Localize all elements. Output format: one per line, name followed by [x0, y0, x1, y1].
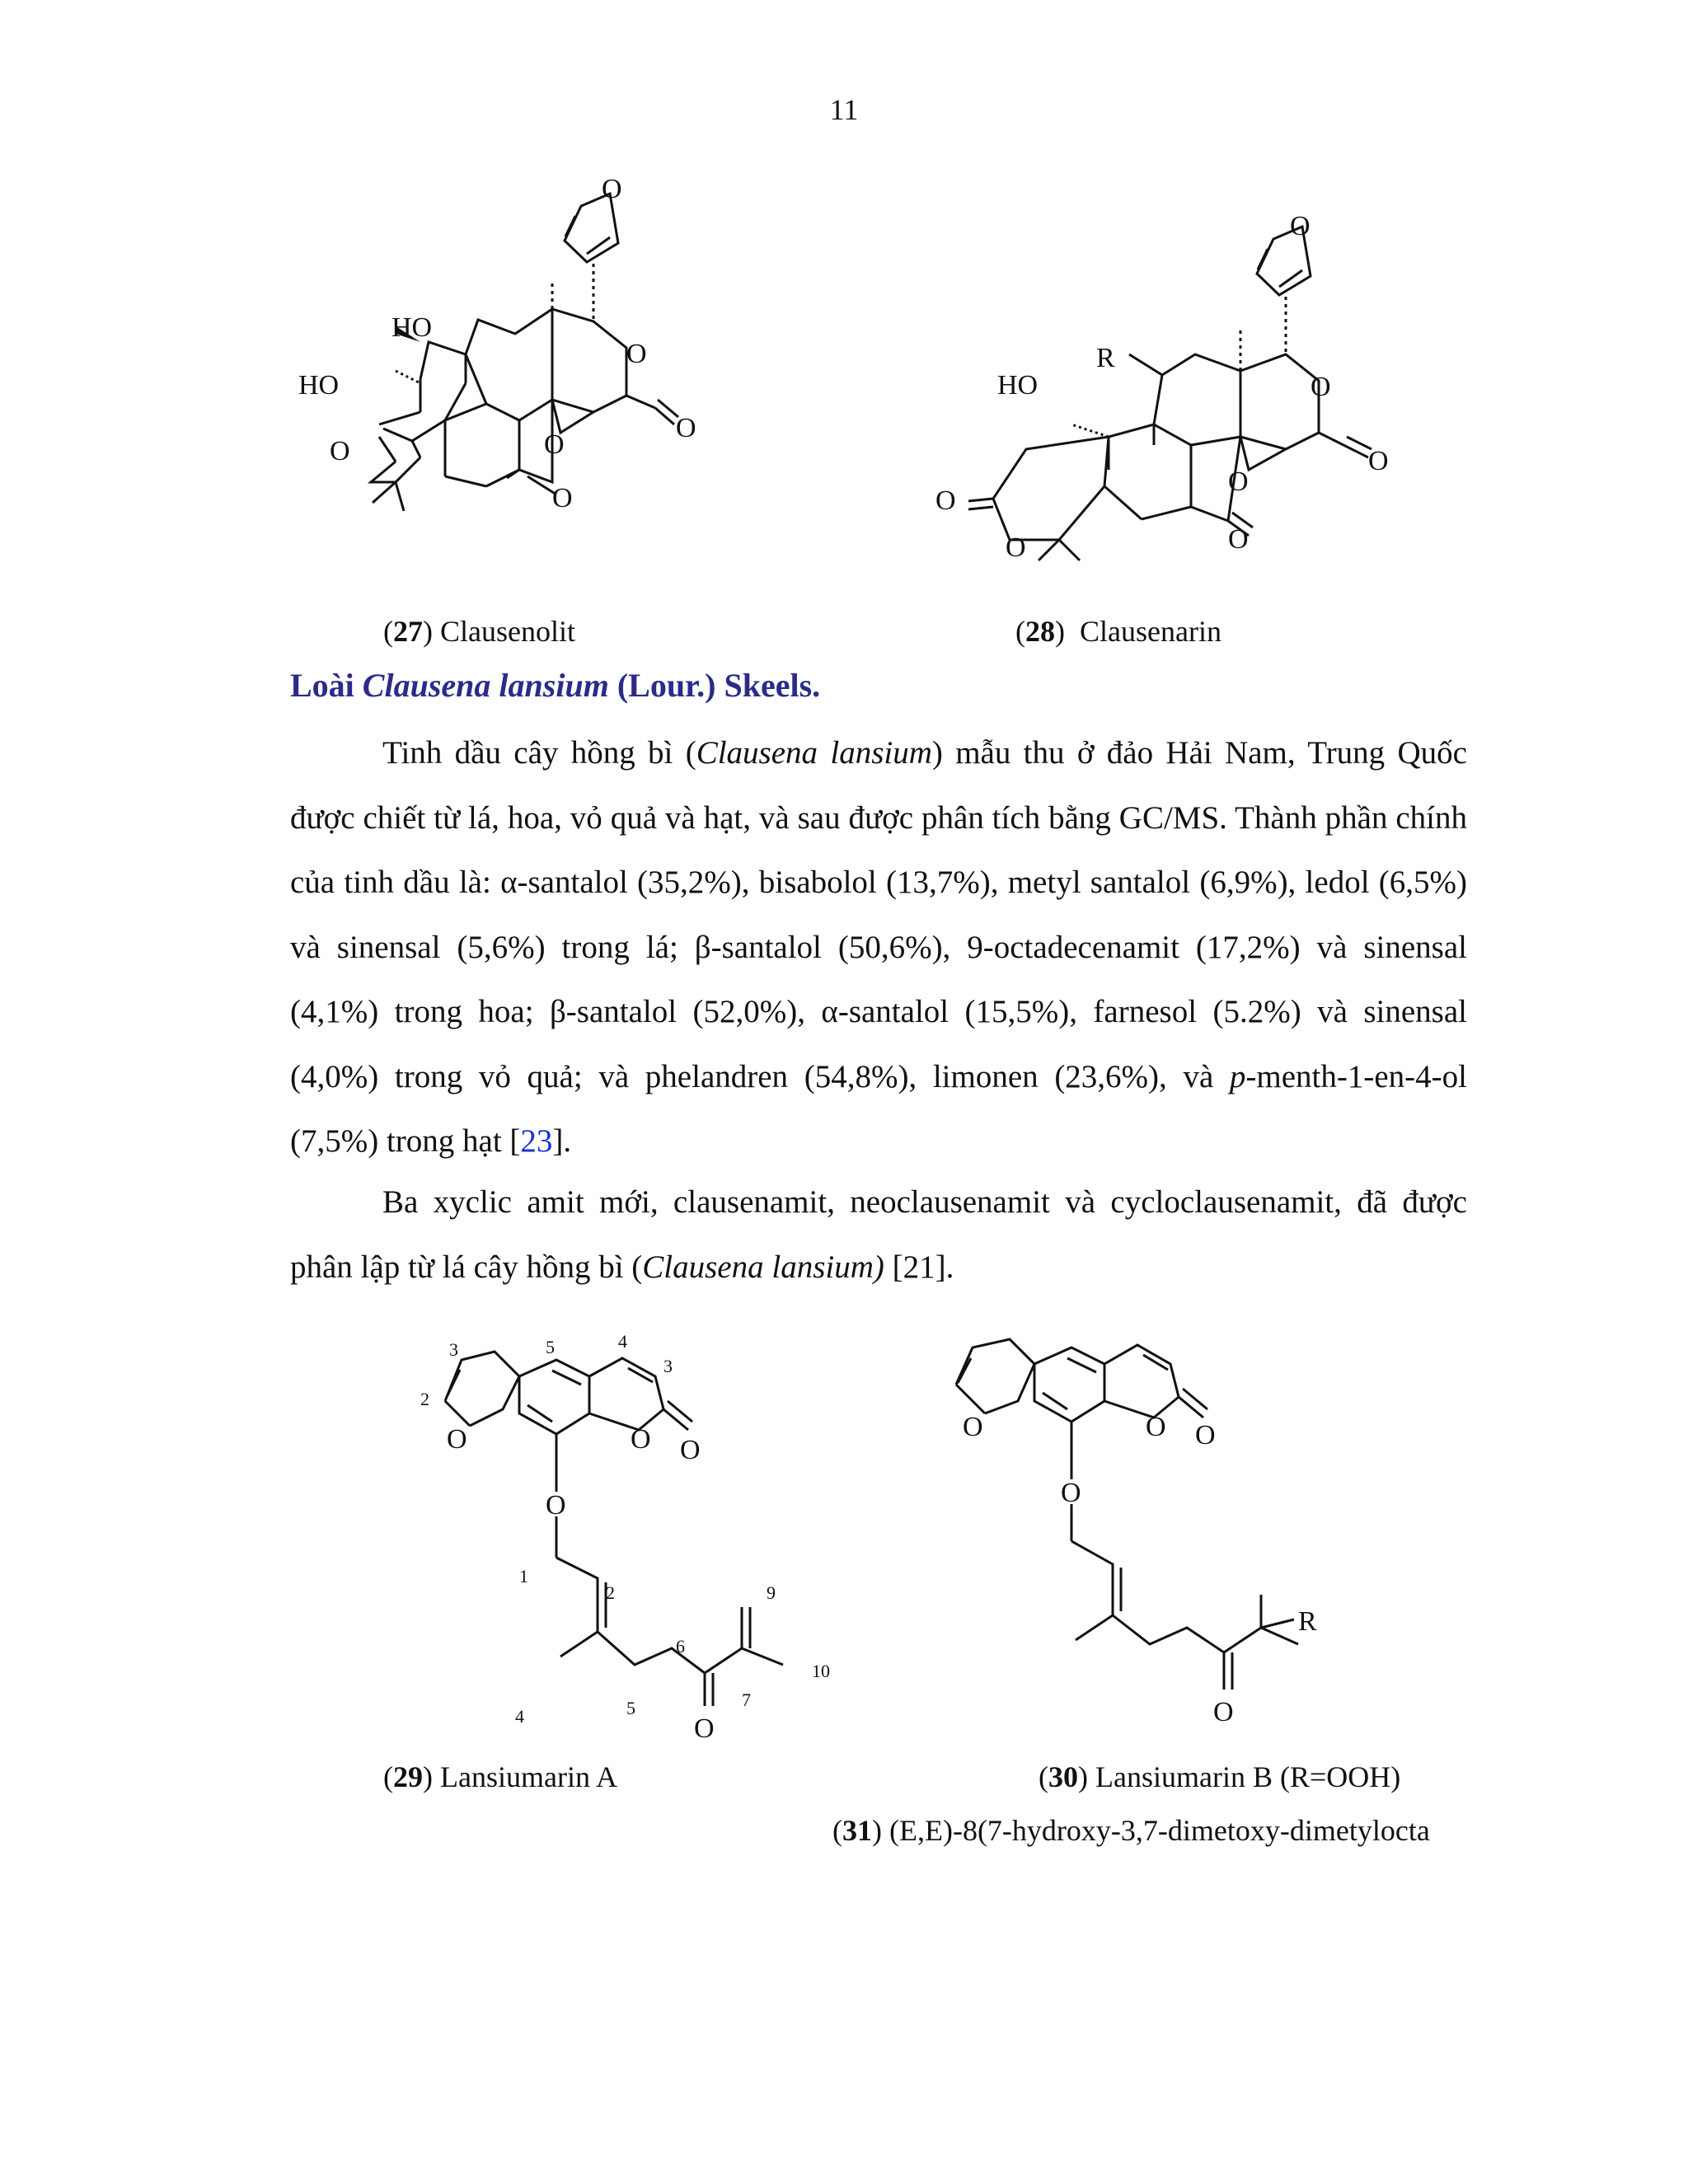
caption-30: (30) Lansiumarin B (R=OOH) — [1039, 1760, 1401, 1793]
atom-o: O — [330, 436, 350, 466]
atom-o: O — [626, 339, 647, 369]
structure-27-clausenolit — [280, 165, 742, 560]
atom-ho: HO — [298, 370, 340, 401]
atom-o: O — [1213, 1697, 1234, 1727]
atom-o: O — [963, 1412, 983, 1442]
atom-o: O — [694, 1713, 715, 1744]
atom-label: 7 — [742, 1690, 751, 1710]
caption-31: (31) (E,E)-8(7-hydroxy-3,7-dimetoxy-dimetylocta — [832, 1814, 1430, 1847]
structure-29-lansiumarin-a — [396, 1302, 857, 1764]
atom-r: R — [1096, 343, 1115, 373]
atom-o: O — [546, 1490, 566, 1521]
citation-link[interactable]: 23 — [520, 1123, 553, 1159]
atom-label: 5 — [546, 1337, 555, 1357]
atom-label: 2 — [606, 1582, 615, 1603]
atom-o: O — [552, 483, 573, 513]
caption-27: (27) Clausenolit — [383, 615, 575, 648]
atom-o: O — [1061, 1478, 1081, 1508]
atom-label: 1 — [519, 1566, 528, 1586]
atom-o: O — [680, 1435, 701, 1465]
atom-ho: HO — [392, 312, 433, 343]
atom-o: O — [544, 429, 565, 460]
atom-label: 5 — [626, 1698, 635, 1718]
atom-o: O — [1311, 372, 1331, 402]
atom-o: O — [1006, 532, 1026, 563]
paragraph-amides: Ba xyclic amit mới, clausenamit, neoclausenamit và cycloclausenamit, đã được phân lập từ lá cây hồng bì (Clausena lansium) [21]. — [290, 1184, 1467, 1285]
atom-label: 4 — [618, 1331, 627, 1352]
atom-label: 2 — [420, 1389, 429, 1409]
atom-label: 3 — [449, 1339, 458, 1360]
caption-28: (28) Clausenarin — [1015, 615, 1221, 648]
atom-o: O — [447, 1424, 467, 1455]
caption-29: (29) Lansiumarin A — [383, 1760, 617, 1793]
page-number: 11 — [829, 93, 859, 126]
atom-o: O — [1146, 1412, 1166, 1442]
atom-label: 6 — [676, 1636, 685, 1657]
atom-o: O — [935, 485, 956, 516]
atom-label: 9 — [767, 1582, 776, 1603]
atom-label: 3 — [663, 1356, 673, 1376]
atom-label: 4 — [515, 1706, 524, 1727]
structure-30-lansiumarin-b — [923, 1302, 1385, 1764]
atom-ho: HO — [997, 370, 1039, 401]
atom-o: O — [1368, 446, 1389, 476]
atom-o: O — [1195, 1420, 1216, 1451]
atom-o: O — [602, 174, 622, 204]
structure-28-clausenarin — [923, 198, 1418, 610]
section-heading: Loài Clausena lansium (Lour.) Skeels. — [290, 667, 821, 704]
atom-o: O — [1228, 524, 1249, 555]
atom-o: O — [676, 413, 696, 443]
atom-o: O — [1290, 211, 1311, 241]
atom-o: O — [1228, 466, 1249, 497]
atom-o: O — [631, 1424, 651, 1455]
atom-r: R — [1298, 1606, 1317, 1637]
atom-label: 10 — [812, 1661, 830, 1681]
paragraph-essential-oil: Tinh dầu cây hồng bì (Clausena lansium) mẫu thu ở đảo Hải Nam, Trung Quốc được chiết từ lá, hoa, vỏ quả và hạt, và sau được phân tích bằng GC/MS. Thành phần chính của tinh dầu là: α-santalol (35,2%), bisabolol (13,7%), metyl santalol (6,9%), ledol (6,5%) và sinensal (5,6%) trong lá; β-santalol (50,6%), 9-octadecenamit (17,2%) và sinensal (4,1%) trong hoa; β-santalol (52,0%), α-santalol (15,5%), farnesol (5.2%) và sinensal (4,0%) trong vỏ quả; và phelandren (54,8%), limonen (23,6%), và p-menth-1-en-4-ol (7,5%) trong hạt [23]. — [290, 735, 1467, 1159]
